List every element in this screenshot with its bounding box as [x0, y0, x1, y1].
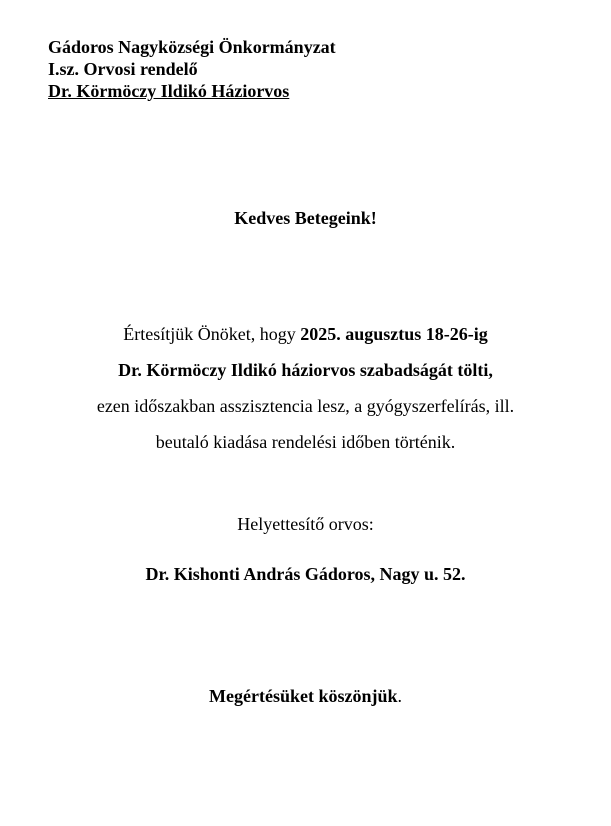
- notice-line-4: beutaló kiadása rendelési időben történik.: [155, 432, 456, 452]
- substitute-label: Helyettesítő orvos:: [237, 514, 374, 534]
- closing-text: Megértésüket köszönjük: [209, 686, 398, 706]
- municipality-name: Gádoros Nagyközségi Önkormányzat: [48, 37, 336, 57]
- doctor-name: Dr. Körmöczy Ildikó Háziorvos: [48, 81, 290, 101]
- greeting: Kedves Betegeink!: [234, 208, 377, 228]
- notice-text: [0, 316, 611, 460]
- notice-line-2: Dr. Körmöczy Ildikó háziorvos szabadságát tölti,: [118, 360, 493, 380]
- notice-line-3: ezen időszakban asszisztencia lesz, a gyógyszerfelírás, ill.: [96, 396, 515, 416]
- closing-punctuation: .: [397, 686, 402, 706]
- notice-line-1-prefix: Értesítjük Önöket, hogy: [123, 324, 301, 344]
- substitute-doctor: Dr. Kishonti András Gádoros, Nagy u. 52.: [145, 564, 466, 584]
- closing: [0, 686, 611, 707]
- letterhead: [48, 36, 336, 102]
- vacation-dates: 2025. augusztus 18-26-ig: [300, 324, 488, 344]
- clinic-name: I.sz. Orvosi rendelő: [48, 59, 198, 79]
- notice-line-1: [0, 316, 611, 352]
